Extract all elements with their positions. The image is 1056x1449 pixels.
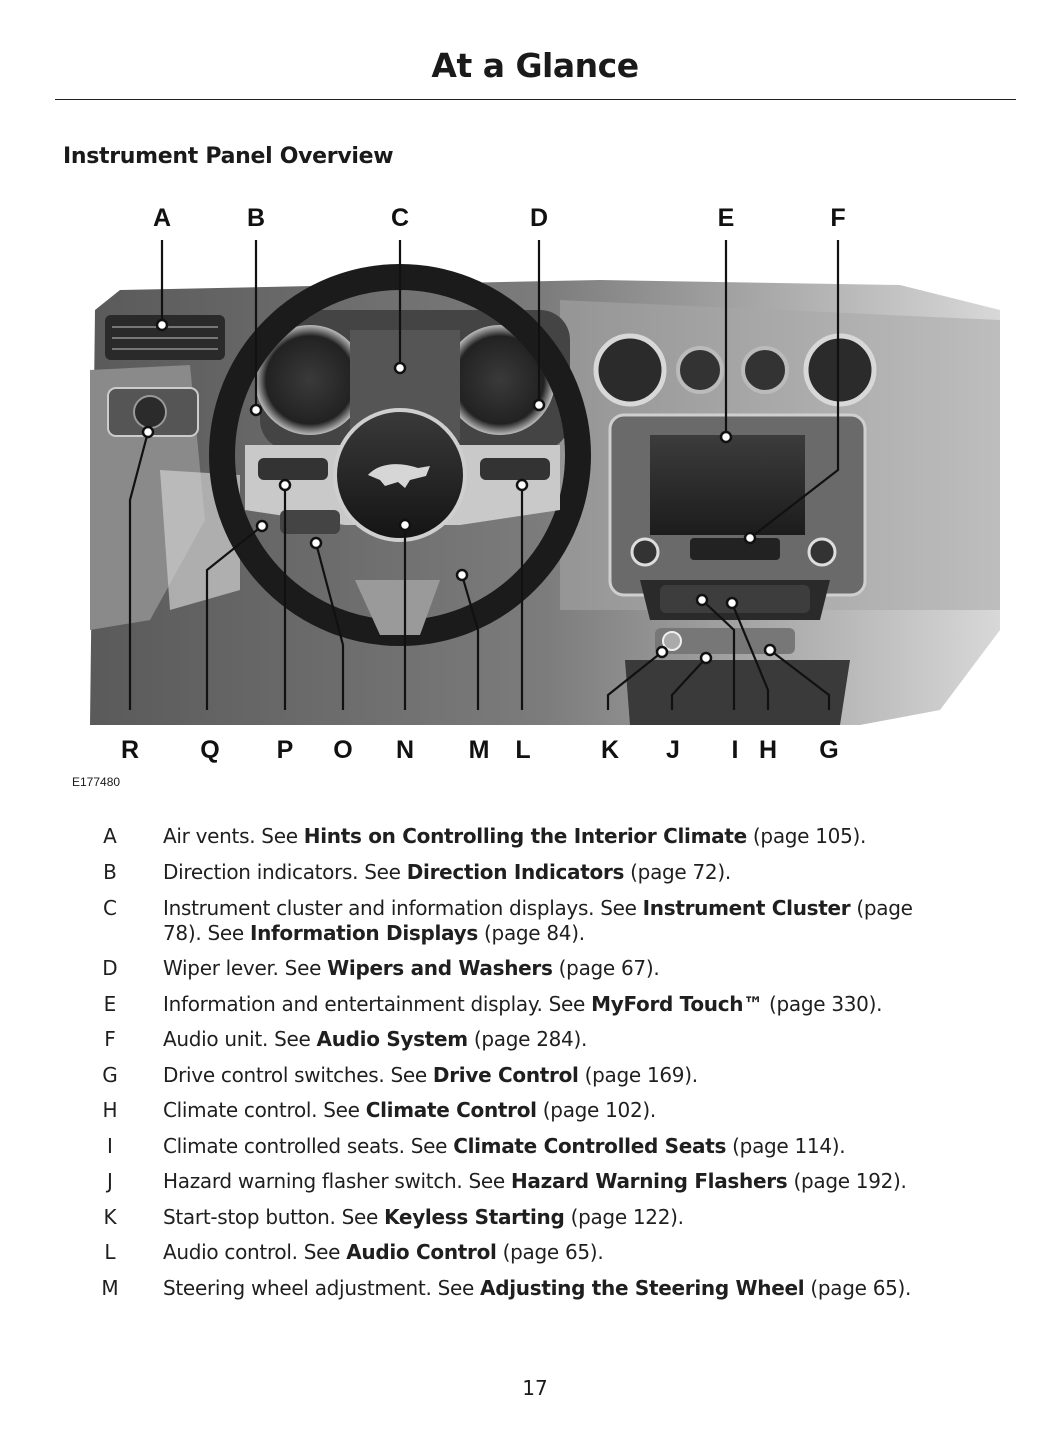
legend-reference: Hazard Warning Flashers xyxy=(510,1169,788,1193)
audio-unit xyxy=(690,538,780,560)
legend-text: Hazard warning flasher switch. See Hazard Warning Flashers (page 192). xyxy=(163,1169,907,1193)
callout-label-g: G xyxy=(819,736,839,764)
callout-label-n: N xyxy=(395,736,415,764)
legend-text: Climate control. See Climate Control (page 102). xyxy=(163,1098,656,1122)
callout-label-i: I xyxy=(731,736,739,764)
callout-label-c: C xyxy=(390,204,410,232)
legend-reference: Wipers and Washers xyxy=(327,956,553,980)
callout-label-r: R xyxy=(120,736,140,764)
callout-label-l: L xyxy=(515,736,531,764)
top-callout-labels xyxy=(153,204,846,232)
callout-label-b: B xyxy=(246,204,266,232)
legend-key: L xyxy=(104,1240,116,1264)
legend-key: B xyxy=(103,860,117,884)
legend-reference: Instrument Cluster xyxy=(642,896,851,920)
legend-text: Audio unit. See Audio System (page 284). xyxy=(163,1027,588,1051)
legend-text: Audio control. See Audio Control (page 65). xyxy=(163,1240,604,1264)
callout-label-o: O xyxy=(333,736,353,764)
legend-key: K xyxy=(103,1205,117,1229)
legend-key: A xyxy=(103,824,117,848)
legend-text: Instrument cluster and information displays. See Instrument Cluster (page 78). See Information Displays (page 84). xyxy=(163,896,913,945)
instrument-panel-illustration xyxy=(0,190,1056,810)
callout-label-m: M xyxy=(468,736,490,764)
legend-key: M xyxy=(101,1276,119,1300)
callout-label-f: F xyxy=(830,204,846,232)
section-title: Instrument Panel Overview xyxy=(63,144,394,169)
legend-text: Air vents. See Hints on Controlling the Interior Climate (page 105). xyxy=(163,824,867,848)
page-number: 17 xyxy=(522,1376,548,1400)
legend-text: Direction indicators. See Direction Indicators (page 72). xyxy=(163,860,731,884)
legend-reference: Climate Control xyxy=(365,1098,537,1122)
callout-label-k: K xyxy=(600,736,620,764)
legend-text: Wiper lever. See Wipers and Washers (page 67). xyxy=(163,956,660,980)
legend-text: Drive control switches. See Drive Control (page 169). xyxy=(163,1063,698,1087)
legend-key: E xyxy=(103,992,117,1016)
callout-label-p: P xyxy=(276,736,294,764)
instrument-panel-figure xyxy=(0,190,1056,810)
legend-reference: Direction Indicators xyxy=(406,860,625,884)
center-stack xyxy=(610,415,865,725)
legend-text: Climate controlled seats. See Climate Controlled Seats (page 114). xyxy=(163,1134,846,1158)
legend-key: H xyxy=(102,1098,118,1122)
figure-code: E177480 xyxy=(72,775,121,789)
legend-reference: Climate Controlled Seats xyxy=(453,1134,727,1158)
callout-label-d: D xyxy=(529,204,549,232)
legend-key: C xyxy=(103,896,117,920)
callout-label-a: A xyxy=(152,204,172,232)
legend-reference: MyFord Touch™ xyxy=(591,992,763,1016)
legend-text: Start-stop button. See Keyless Starting (page 122). xyxy=(163,1205,684,1229)
callout-label-q: Q xyxy=(200,736,220,764)
legend-key: G xyxy=(102,1063,118,1087)
bottom-callout-labels xyxy=(121,736,839,764)
legend-reference: Hints on Controlling the Interior Climate xyxy=(303,824,747,848)
legend-reference: Audio Control xyxy=(346,1240,497,1264)
legend-key: J xyxy=(107,1169,113,1193)
legend-key: F xyxy=(104,1027,116,1051)
legend-key: I xyxy=(107,1134,113,1158)
legend-reference: Adjusting the Steering Wheel xyxy=(480,1276,805,1300)
infotainment-screen xyxy=(650,435,805,535)
legend-reference: Audio System xyxy=(316,1027,468,1051)
header-divider xyxy=(55,99,1016,100)
callout-label-h: H xyxy=(758,736,778,764)
callout-label-j: J xyxy=(666,736,680,764)
page-header-title: At a Glance xyxy=(431,46,639,85)
legend-text: Information and entertainment display. See MyFord Touch™ (page 330). xyxy=(163,992,883,1016)
legend-reference: Information Displays xyxy=(249,921,478,945)
legend-reference: Keyless Starting xyxy=(384,1205,565,1229)
legend-reference: Drive Control xyxy=(432,1063,579,1087)
legend-text: Steering wheel adjustment. See Adjusting the Steering Wheel (page 65). xyxy=(163,1276,912,1300)
callout-label-e: E xyxy=(717,204,735,232)
legend-key: D xyxy=(102,956,118,980)
